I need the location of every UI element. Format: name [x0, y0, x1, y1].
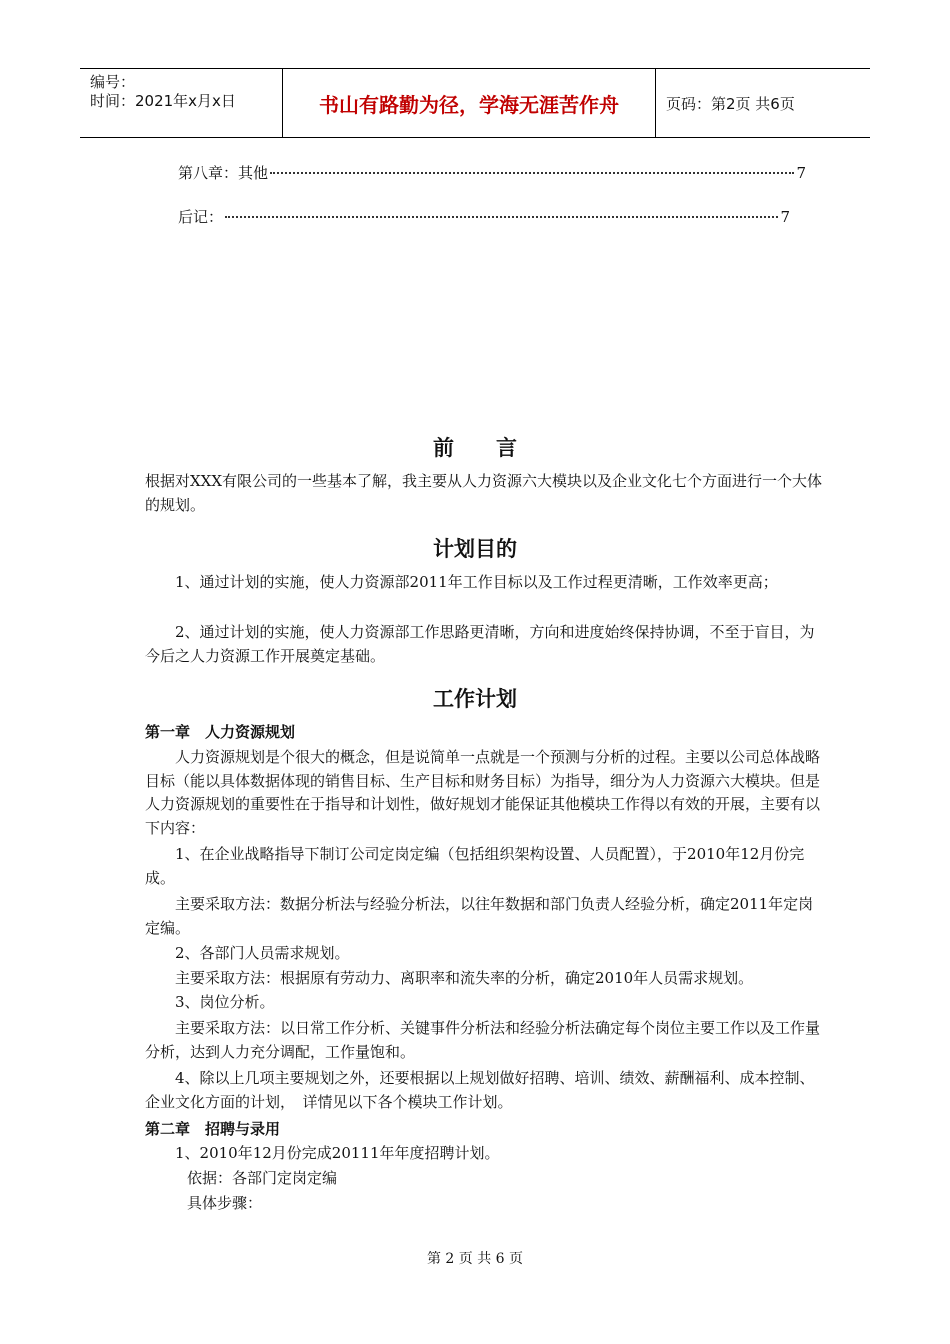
- header-page-info: 页码：第2页 共6页: [666, 94, 795, 113]
- preface-text: 根据对XXX有限公司的一些基本了解，我主要从人力资源六大模块以及企业文化七个方面进行一个大体的规划。: [145, 472, 823, 514]
- toc-label: 后记：: [178, 208, 224, 226]
- chapter2-p3: 具体步骤：: [187, 1194, 263, 1212]
- header-motto: 书山有路勤为径，学海无涯苦作舟: [282, 69, 656, 137]
- chapter1-heading: 第一章 人力资源规划: [145, 723, 296, 741]
- toc-label: 第八章：其他: [178, 164, 269, 182]
- chapter1-p5: 3、岗位分析。: [175, 993, 275, 1011]
- toc-leader: [270, 172, 794, 174]
- page-footer: 第 2 页 共 6 页: [426, 1251, 524, 1267]
- number-label: 编号：: [90, 73, 136, 91]
- chapter1-p7: 4、除以上几项主要规划之外，还要根据以上规划做好招聘、培训、绩效、薪酬福利、成本控制、企业文化方面的计划， 详情见以下各个模块工作计划。: [145, 1069, 815, 1111]
- toc-page: 7: [796, 164, 806, 182]
- chapter2-heading: 第二章 招聘与录用: [145, 1120, 281, 1138]
- page-header: [80, 68, 870, 138]
- chapter1-p3: 2、各部门人员需求规划。: [175, 944, 350, 962]
- work-plan-title: 工作计划: [433, 687, 517, 711]
- time-label: 时间：2021年x月x日: [90, 92, 236, 110]
- purpose-item-1: 1、通过计划的实施，使人力资源部2011年工作目标以及工作过程更清晰，工作效率更高；: [175, 573, 778, 591]
- purpose-title: 计划目的: [433, 537, 517, 561]
- chapter1-p4: 主要采取方法：根据原有劳动力、离职率和流失率的分析，确定2010年人员需求规划。: [175, 969, 754, 987]
- toc-leader: [225, 216, 778, 218]
- preface-title: 前 言: [433, 436, 517, 460]
- chapter1-intro: 人力资源规划是个很大的概念，但是说简单一点就是一个预测与分析的过程。主要以公司总体战略目标（能以具体数据体现的销售目标、生产目标和财务目标）为指导，细分为人力资源六大模块。但是人力资源规划的重要性在于指导和计划性，做好规划才能保证其他模块工作得以有效的开展，主要有以下内容：: [145, 748, 821, 837]
- chapter1-p2: 主要采取方法：数据分析法与经验分析法，以往年数据和部门负责人经验分析，确定2011年定岗定编。: [145, 895, 814, 937]
- chapter2-p1: 1、2010年12月份完成20111年年度招聘计划。: [175, 1144, 500, 1162]
- header-meta: [80, 69, 282, 137]
- chapter1-p1: 1、在企业战略指导下制订公司定岗定编（包括组织架构设置、人员配置），于2010年12月份完成。: [145, 845, 805, 887]
- chapter1-p6: 主要采取方法：以日常工作分析、关键事件分析法和经验分析法确定每个岗位主要工作以及工作量分析，达到人力充分调配，工作量饱和。: [145, 1019, 821, 1061]
- purpose-item-2: 2、通过计划的实施，使人力资源部工作思路更清晰，方向和进度始终保持协调，不至于盲目，为今后之人力资源工作开展奠定基础。: [145, 623, 815, 665]
- toc-item[interactable]: [178, 206, 790, 227]
- chapter2-p2: 依据：各部门定岗定编: [187, 1169, 338, 1187]
- toc-item[interactable]: [178, 162, 806, 183]
- toc-page: 7: [780, 208, 790, 226]
